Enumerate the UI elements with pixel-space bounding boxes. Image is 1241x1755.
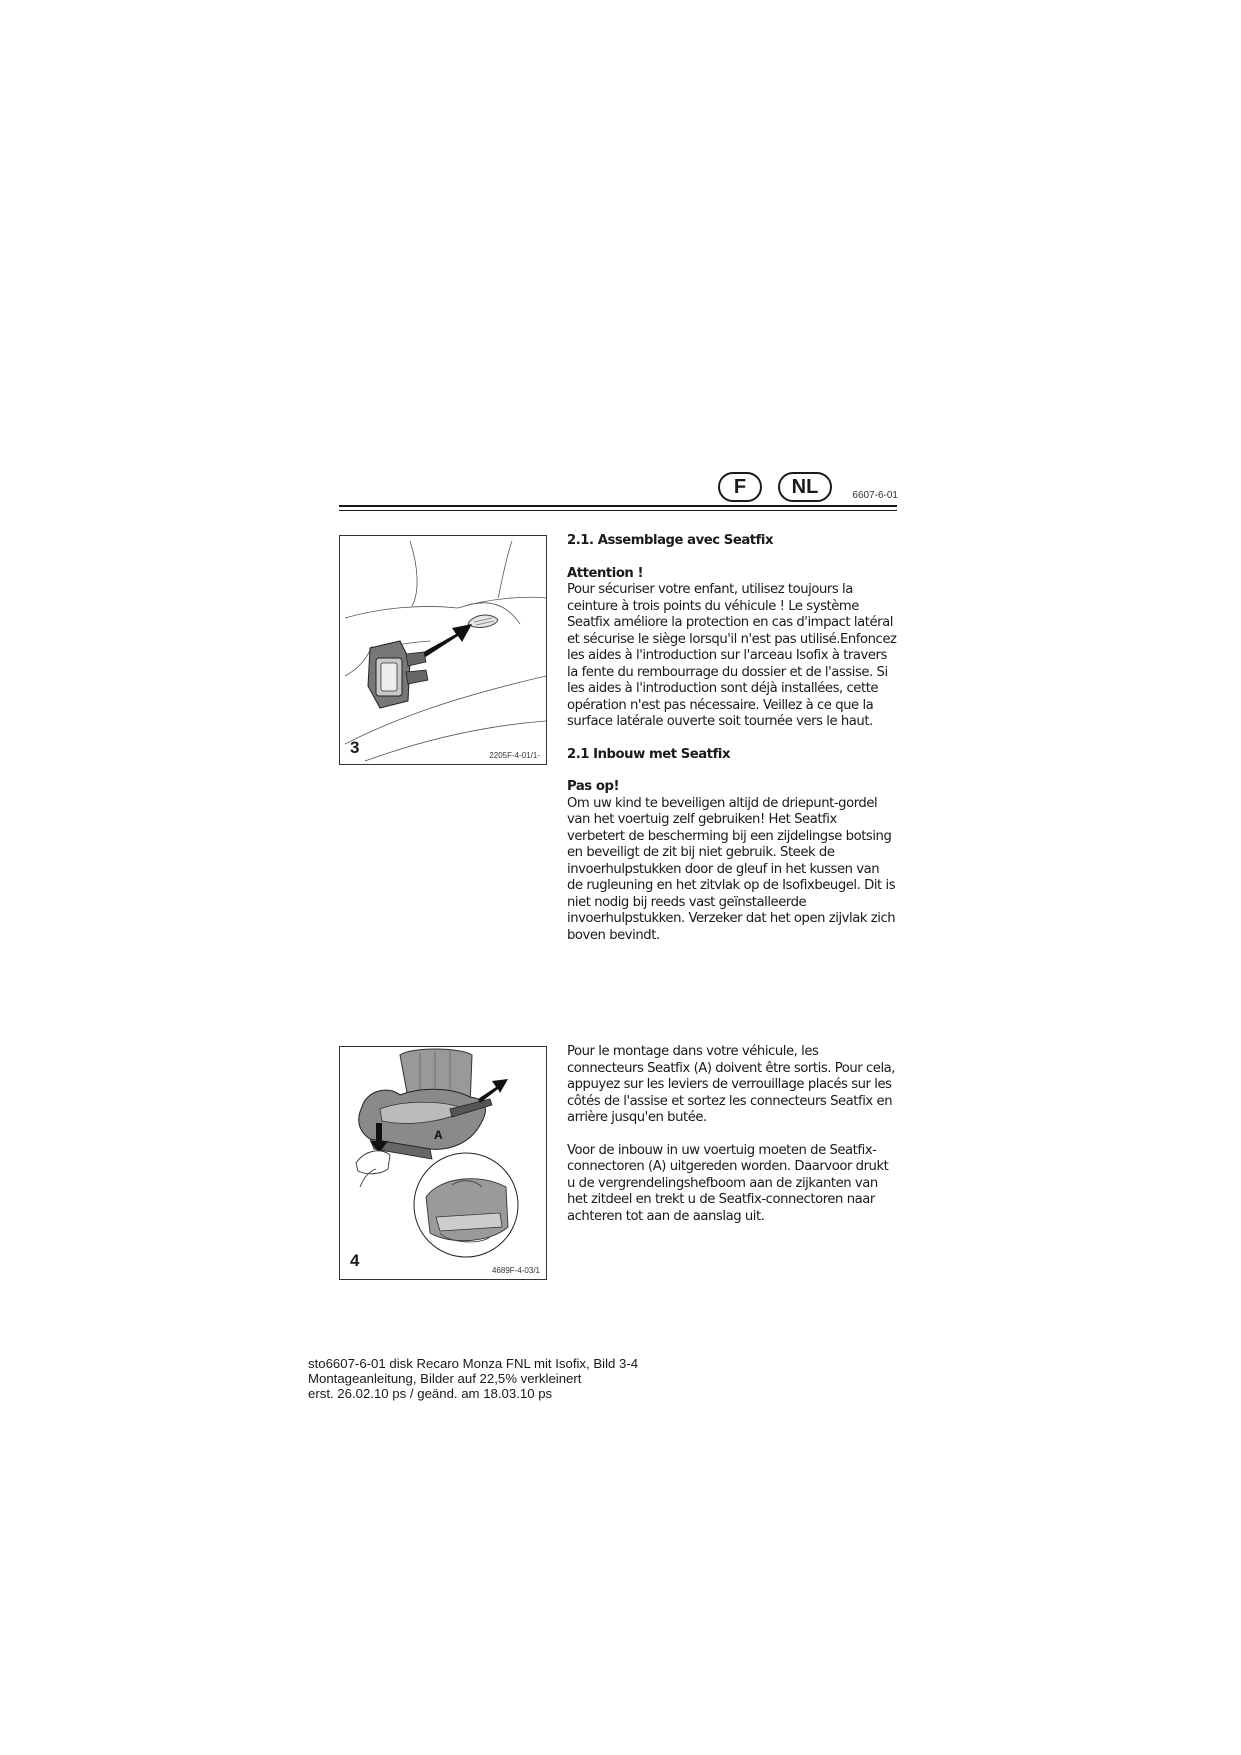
document-code: 6607-6-01 <box>852 490 898 501</box>
figure-4 <box>339 1046 547 1280</box>
instructions-column-connectors <box>567 1044 897 1241</box>
language-badge-f: F <box>718 472 762 502</box>
header-rule-thin <box>339 510 897 511</box>
connectors-text-fr: Pour le montage dans votre véhicule, les connecteurs Seatfix (A) doivent être sortis. Pour cela, appuyez sur les leviers de verrouillage placés sur les côtés de l'assise et sortez les connecteurs Seatfix en arrière jusqu'en butée. <box>567 1044 896 1125</box>
header-rule-thick <box>339 505 897 507</box>
attention-label-fr: Attention ! <box>567 565 644 581</box>
figure-number: 3 <box>350 738 360 757</box>
figure-3-illustration <box>340 536 546 764</box>
footer-line-3: erst. 26.02.10 ps / geänd. am 18.03.10 ps <box>308 1386 553 1401</box>
attention-text-nl: Om uw kind te beveiligen altijd de driepunt-gordel van het voertuig zelf gebruiken! Het Seatfix verbetert de bescherming bij een zijdelingse botsing en beveiligt de zit bij niet gebruik. Steek de invoerhulpstukken door de gleuf in het kussen van de rugleuning en het zitvlak op de Isofixbeugel. Dit is niet nodig bij reeds vast geïnstalleerde invoerhulpstukken. Verzeker dat het open zijvlak zich boven bevindt. <box>567 795 896 943</box>
attention-text-fr: Pour sécuriser votre enfant, utilisez toujours la ceinture à trois points du véhicule ! Le système Seatfix améliore la protection en cas d'impact latéral et sécurise le siège lorsqu'il n'est pas utilisé.Enfoncez les aides à l'introduction sur l'arceau Isofix à travers la fente du rembourrage du dossier et de l'assise. Si les aides à l'introduction sont déjà installées, cette opération n'est pas nécessaire. Veillez à ce que la surface latérale ouverte soit tournée vers le haut. <box>567 582 897 729</box>
figure-number: 4 <box>350 1251 360 1270</box>
print-footer <box>308 1356 638 1401</box>
figure-code: 2205F-4-01/1- <box>489 751 540 760</box>
language-badge-nl: NL <box>778 472 832 502</box>
figure-code: 4689F-4-03/1 <box>491 1266 540 1275</box>
connector-label-a: A <box>434 1128 443 1142</box>
footer-line-2: Montageanleitung, Bilder auf 22,5% verkleinert <box>308 1371 582 1386</box>
footer-line-1: sto6607-6-01 disk Recaro Monza FNL mit Isofix, Bild 3-4 <box>308 1356 639 1371</box>
section-title-fr: 2.1. Assemblage avec Seatfix <box>567 533 774 548</box>
attention-label-nl: Pas op! <box>567 779 620 794</box>
figure-3 <box>339 535 547 765</box>
instructions-column-top <box>567 533 897 960</box>
section-title-nl: 2.1 Inbouw met Seatfix <box>567 746 730 762</box>
figure-4-illustration <box>340 1047 546 1279</box>
connectors-text-nl: Voor de inbouw in uw voertuig moeten de Seatfix-connectoren (A) uitgereden worden. Daarvoor drukt u de vergrendelingshefboom aan de zijkanten van het zitdeel en trekt u de Seatfix-connectoren naar achteren tot aan de aanslag uit. <box>567 1142 889 1224</box>
